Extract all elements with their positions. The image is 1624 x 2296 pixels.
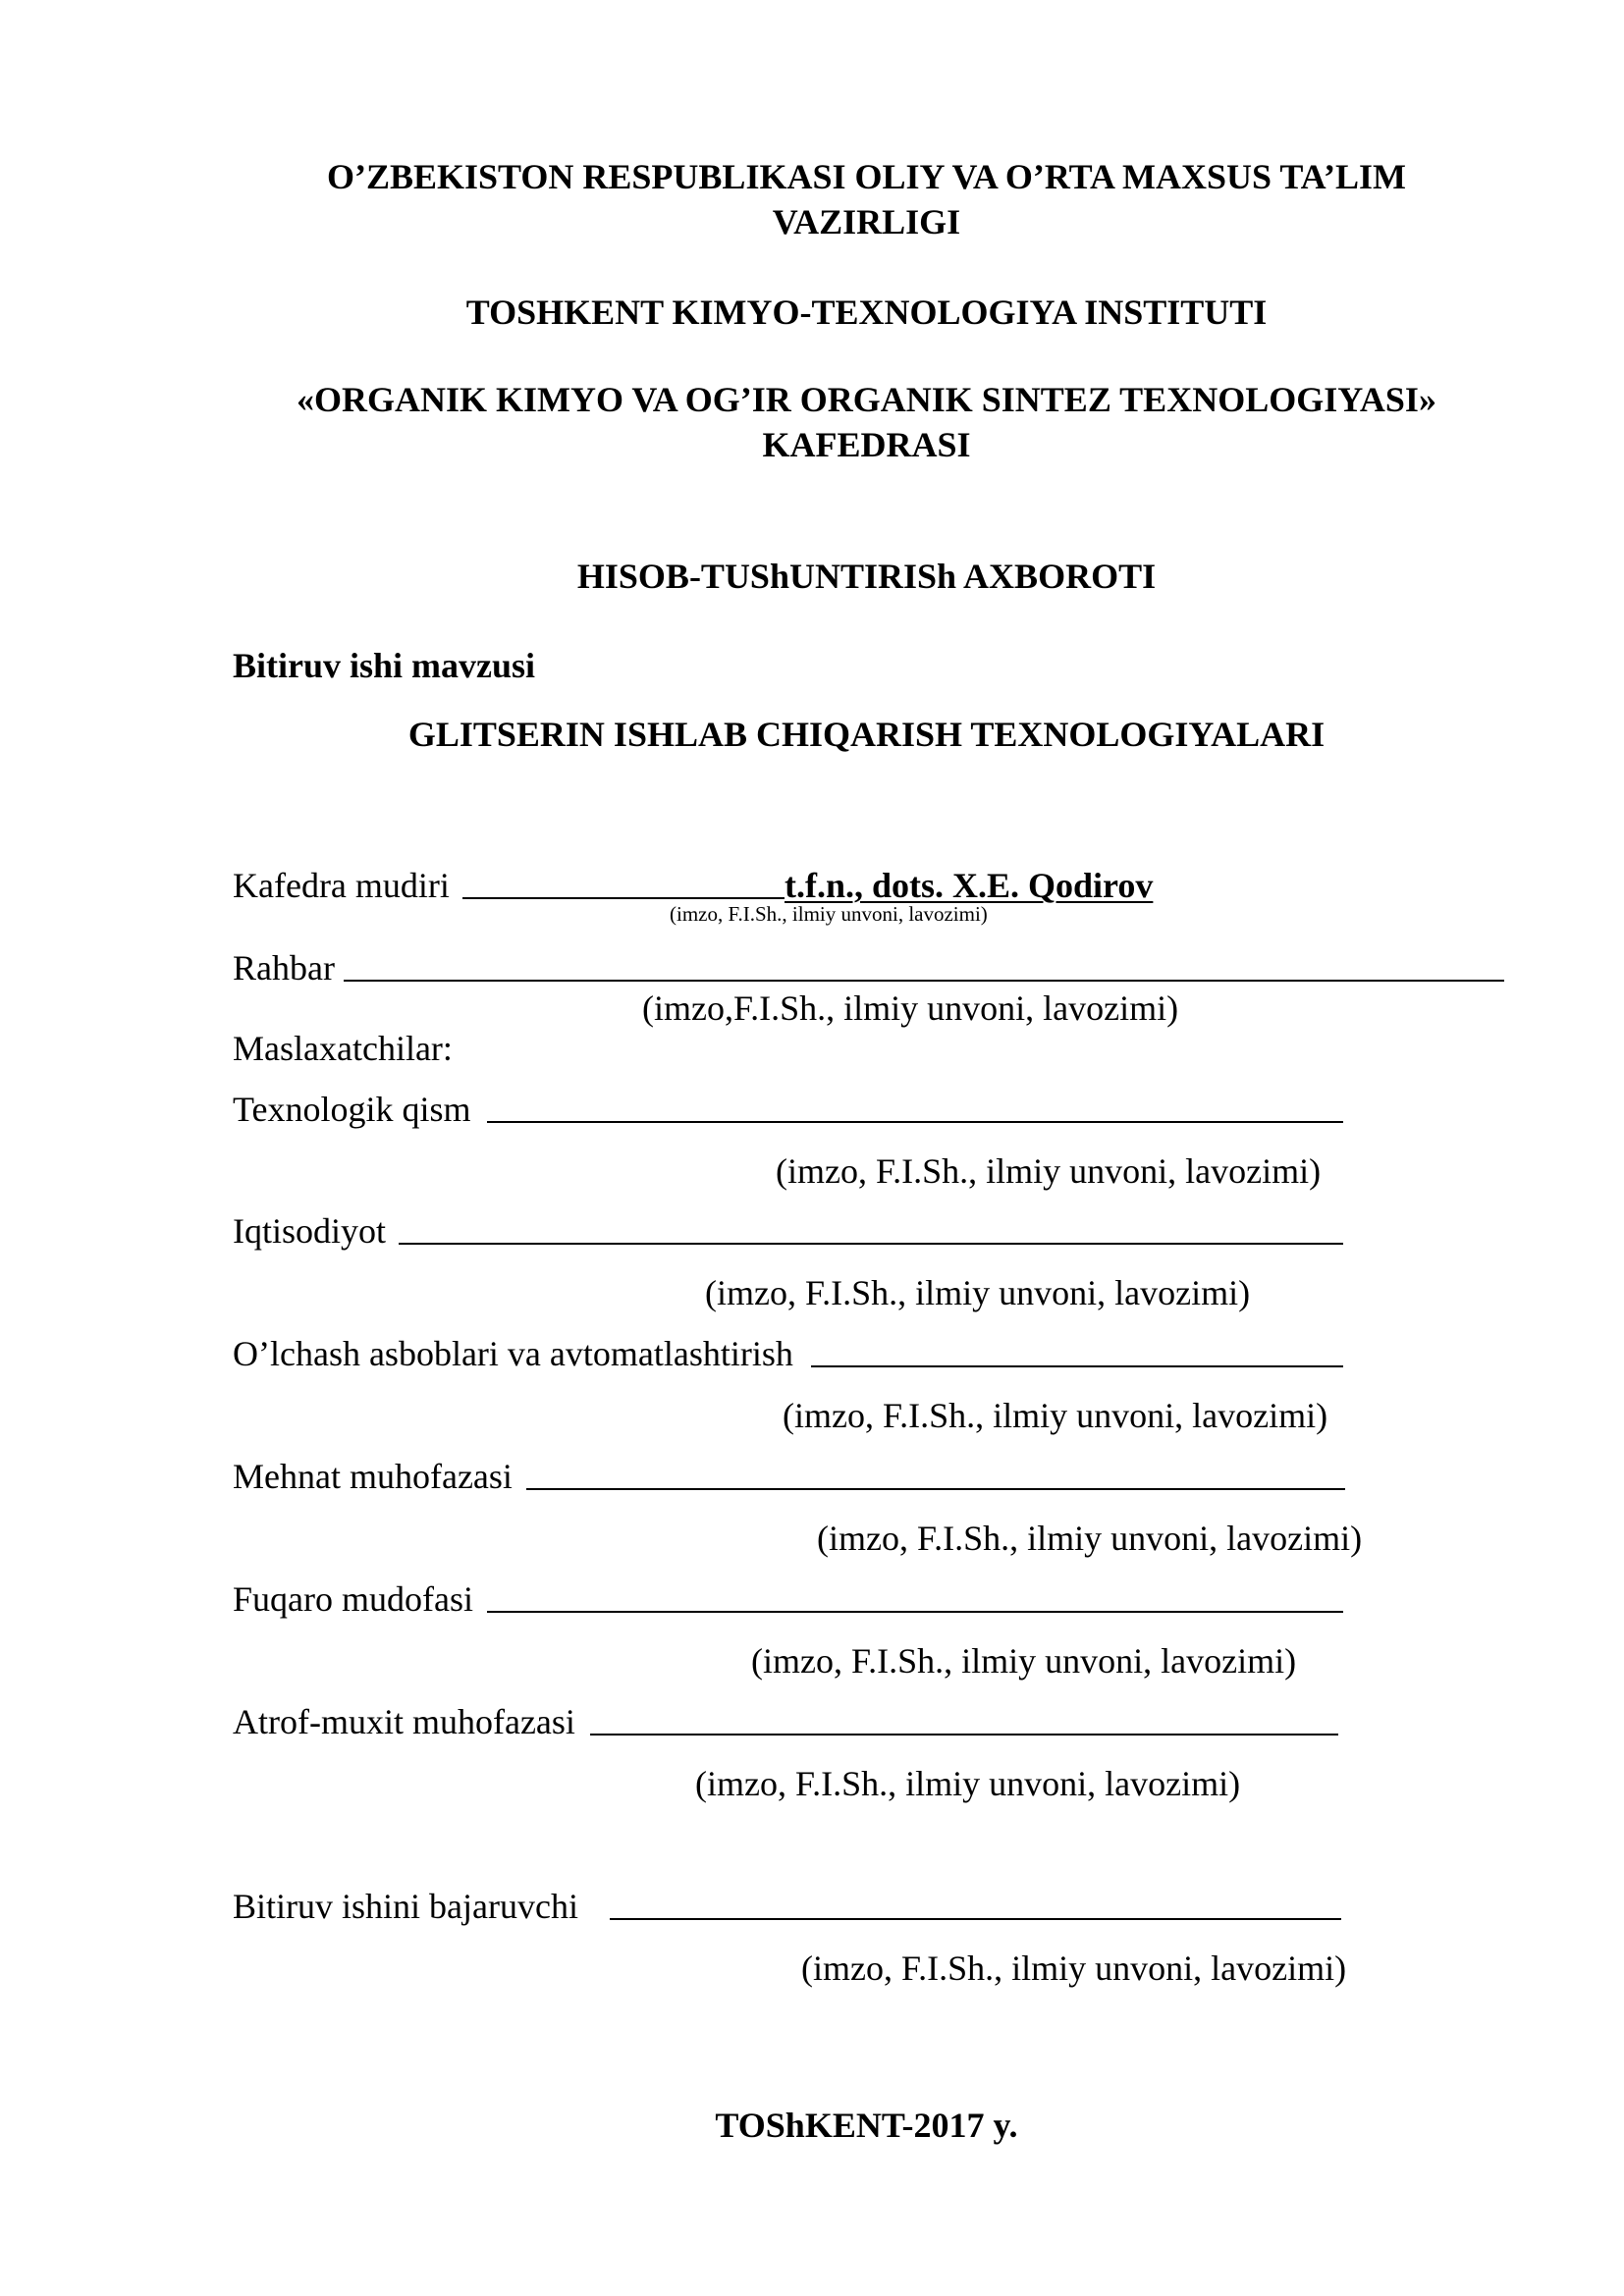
ministry-heading — [233, 154, 1500, 244]
document-title: HISOB-TUShUNTIRISh AXBOROTI — [576, 557, 1157, 596]
head-name: t.f.n., dots. X.E. Qodirov — [785, 866, 1154, 905]
consultant-label-civil-defense: Fuqaro mudofasi — [233, 1579, 473, 1619]
consultant-label-environment: Atrof-muxit muhofazasi — [233, 1702, 575, 1741]
consultant-caption-environment: (imzo, F.I.Sh., ilmiy unvoni, lavozimi) — [695, 1764, 1241, 1803]
consultant-caption-economics: (imzo, F.I.Sh., ilmiy unvoni, lavozimi) — [705, 1273, 1251, 1312]
head-label: Kafedra mudiri — [233, 866, 450, 905]
head-signature-line[interactable] — [462, 897, 785, 899]
consultant-line-automation[interactable] — [811, 1365, 1343, 1367]
thesis-label: Bitiruv ishi mavzusi — [233, 646, 536, 685]
thesis-topic: GLITSERIN ISHLAB CHIQARISH TEXNOLOGIYALARI — [407, 715, 1326, 754]
consultant-label-automation: O’lchash asboblari va avtomatlashtirish — [233, 1334, 793, 1373]
consultant-label-economics: Iqtisodiyot — [233, 1211, 387, 1251]
consultant-line-labor-safety[interactable] — [526, 1488, 1345, 1490]
consultant-line-economics[interactable] — [399, 1243, 1343, 1245]
consultant-caption-technology: (imzo, F.I.Sh., ilmiy unvoni, lavozimi) — [776, 1151, 1322, 1191]
consultant-label-labor-safety: Mehnat muhofazasi — [233, 1457, 513, 1496]
consultant-line-technology[interactable] — [487, 1121, 1343, 1123]
consultant-line-environment[interactable] — [590, 1734, 1338, 1735]
footer-city-year: TOShKENT-2017 y. — [715, 2106, 1018, 2145]
consultants-label: Maslaxatchilar: — [233, 1029, 453, 1068]
performer-caption: (imzo, F.I.Sh., ilmiy unvoni, lavozimi) — [801, 1949, 1347, 1988]
institute-heading: TOSHKENT KIMYO-TEXNOLOGIYA INSTITUTI — [465, 293, 1268, 332]
consultant-label-technology: Texnologik qism — [233, 1090, 471, 1129]
supervisor-signature-line[interactable] — [344, 980, 1504, 982]
consultant-line-civil-defense[interactable] — [487, 1611, 1343, 1613]
ministry-line-2: VAZIRLIGI — [772, 202, 961, 241]
supervisor-label: Rahbar — [233, 948, 335, 988]
consultant-caption-labor-safety: (imzo, F.I.Sh., ilmiy unvoni, lavozimi) — [817, 1519, 1363, 1558]
department-heading — [233, 377, 1500, 467]
department-line-1: «ORGANIK KIMYO VA OG’IR ORGANIK SINTEZ TEXNOLOGIYASI» — [297, 380, 1436, 419]
supervisor-caption: (imzo,F.I.Sh., ilmiy unvoni, lavozimi) — [642, 988, 1179, 1028]
consultant-caption-automation: (imzo, F.I.Sh., ilmiy unvoni, lavozimi) — [783, 1396, 1328, 1435]
head-caption: (imzo, F.I.Sh., ilmiy unvoni, lavozimi) — [670, 902, 988, 926]
consultant-caption-civil-defense: (imzo, F.I.Sh., ilmiy unvoni, lavozimi) — [751, 1641, 1297, 1681]
performer-signature-line[interactable] — [610, 1918, 1341, 1920]
department-line-2: KAFEDRASI — [762, 425, 971, 464]
performer-label: Bitiruv ishini bajaruvchi — [233, 1887, 578, 1926]
ministry-line-1: O’ZBEKISTON RESPUBLIKASI OLIY VA O’RTA MAXSUS TA’LIM — [326, 157, 1406, 196]
